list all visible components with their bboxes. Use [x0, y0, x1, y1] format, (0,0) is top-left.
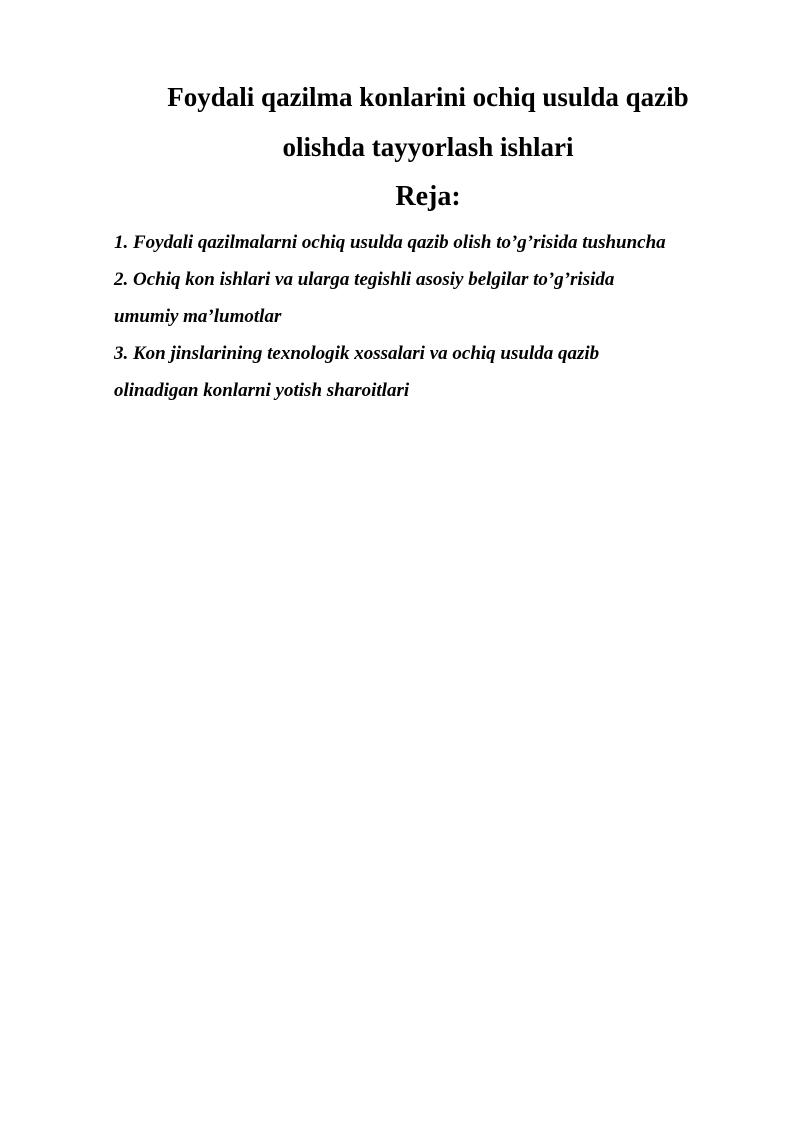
plan-item-3: 3. Kon jinslarining texnologik xossalari va ochiq usulda qazib [114, 343, 600, 364]
plan-item-3-continuation: olinadigan konlarni yotish sharoitlari [114, 380, 410, 401]
document-title-line-1: Foydali qazilma konlarini ochiq usulda qazib [167, 82, 689, 112]
plan-item-2: 2. Ochiq kon ishlari va ularga tegishli asosiy belgilar to’g’risida [114, 269, 615, 290]
plan-heading: Reja: [395, 181, 461, 212]
plan-item-2-continuation: umumiy ma’lumotlar [114, 306, 282, 327]
plan-item-1: 1. Foydali qazilmalarni ochiq usulda qazib olish to’g’risida tushuncha [114, 232, 666, 253]
document-title-line-2: olishda tayyorlash ishlari [282, 132, 574, 162]
